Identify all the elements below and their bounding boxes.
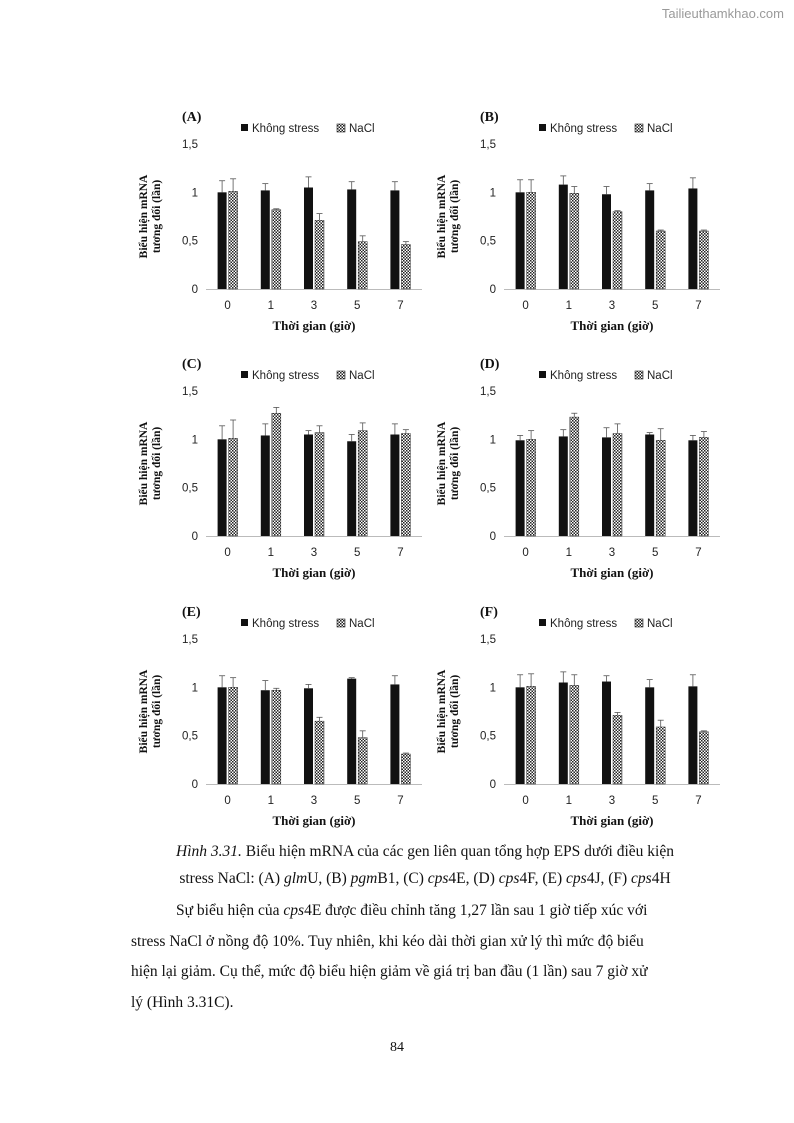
caption-text: B1, (C): [377, 870, 428, 887]
bar-control: [390, 435, 399, 537]
bar-control: [304, 435, 313, 537]
x-axis-label: Thời gian (giờ): [570, 318, 654, 333]
legend-swatch-nacl: [337, 619, 345, 627]
bar-nacl: [656, 727, 665, 784]
bar-control: [688, 686, 697, 784]
x-tick-label: 7: [695, 547, 702, 559]
panel-label: (B): [480, 110, 499, 125]
legend-swatch-control: [539, 371, 546, 378]
x-axis-label: Thời gian (giờ): [570, 813, 654, 828]
paragraph-line: hiện lại giảm. Cụ thể, mức độ biểu hiện giảm về giá trị ban đầu (1 lần) sau 7 giờ xử: [131, 963, 648, 980]
bar-nacl: [613, 715, 622, 784]
bar-control: [347, 441, 356, 536]
gene-name: pgm: [350, 870, 378, 887]
watermark: Tailieuthamkhao.com: [661, 6, 784, 21]
bar-nacl: [699, 732, 708, 784]
y-tick-label: 1,5: [182, 634, 198, 646]
bar-control: [261, 690, 270, 784]
caption-text: stress NaCl: (A): [179, 870, 284, 887]
x-tick-label: 1: [267, 300, 275, 312]
caption-figure-label: Hình 3.31.: [176, 843, 242, 860]
x-tick-label: 7: [695, 795, 702, 807]
y-tick-label: 0: [489, 531, 496, 543]
x-tick-label: 7: [397, 547, 404, 559]
chart-panel-b: [428, 104, 728, 344]
y-tick-label: 0: [191, 531, 198, 543]
x-tick-label: 0: [522, 300, 529, 312]
panel-label: (D): [480, 357, 500, 372]
legend-label-control: Không stress: [252, 123, 320, 135]
x-tick-label: 5: [651, 795, 659, 807]
chart-panel-e: [130, 599, 430, 839]
chart-panel-f: [428, 599, 728, 839]
bar-control: [559, 683, 568, 785]
bar-control: [304, 688, 313, 784]
panel-label: (A): [182, 110, 202, 125]
bar-control: [602, 194, 611, 289]
y-tick-label: 1: [191, 187, 198, 200]
chart-panel-d: [428, 351, 728, 591]
x-axis-label: Thời gian (giờ): [272, 565, 356, 580]
x-tick-label: 3: [608, 300, 616, 312]
bar-nacl: [613, 434, 622, 536]
x-tick-label: 7: [397, 795, 404, 807]
paragraph-line: stress NaCl ở nồng độ 10%. Tuy nhiên, khi kéo dài thời gian xử lý thì mức độ biểu: [131, 932, 644, 950]
bar-control: [304, 188, 313, 290]
y-axis-label: Biểu hiện mRNAtương đối (lần): [138, 174, 163, 259]
legend-label-nacl: NaCl: [647, 123, 673, 135]
x-tick-label: 0: [522, 547, 529, 559]
panel-label: (F): [480, 605, 498, 620]
bar-nacl: [272, 690, 281, 784]
x-tick-label: 0: [224, 547, 231, 559]
bar-nacl: [358, 738, 367, 784]
x-tick-label: 0: [224, 300, 231, 312]
y-tick-label: 1: [489, 682, 496, 695]
bar-control: [645, 687, 654, 784]
bar-control: [218, 439, 227, 536]
x-tick-label: 7: [695, 300, 702, 312]
bar-nacl: [272, 210, 281, 289]
bar-nacl: [527, 192, 536, 289]
legend-swatch-nacl: [337, 371, 345, 379]
bar-control: [347, 679, 356, 784]
x-tick-label: 1: [565, 547, 573, 559]
legend-label-control: Không stress: [252, 370, 320, 382]
chart-svg: [130, 599, 430, 839]
gene-name: cps: [498, 870, 520, 887]
bar-nacl: [527, 439, 536, 536]
bar-nacl: [613, 212, 622, 289]
panel-label: (E): [182, 605, 201, 620]
y-tick-label: 0: [489, 779, 496, 791]
legend-label-control: Không stress: [252, 618, 320, 630]
x-tick-label: 0: [522, 795, 529, 807]
bar-nacl: [229, 438, 238, 536]
bar-nacl: [315, 220, 324, 289]
bar-nacl: [570, 685, 579, 784]
bar-control: [645, 190, 654, 289]
bar-control: [645, 435, 654, 537]
caption-text: 4J, (F): [586, 870, 632, 887]
x-tick-label: 1: [267, 547, 275, 559]
y-tick-label: 0: [191, 779, 198, 791]
bar-control: [516, 687, 525, 784]
x-tick-label: 5: [651, 547, 659, 559]
legend-swatch-nacl: [635, 619, 643, 627]
bar-control: [390, 190, 399, 289]
chart-svg: [428, 351, 728, 591]
x-axis-label: Thời gian (giờ): [272, 318, 356, 333]
y-tick-label: 0,5: [480, 482, 496, 495]
bar-nacl: [272, 413, 281, 536]
y-tick-label: 0: [489, 284, 496, 296]
y-tick-label: 0,5: [480, 235, 496, 248]
bar-nacl: [699, 231, 708, 289]
bar-nacl: [656, 440, 665, 536]
legend-label-control: Không stress: [550, 618, 618, 630]
bar-control: [218, 687, 227, 784]
caption-text: U, (B): [307, 870, 351, 887]
panel-label: (C): [182, 357, 202, 372]
x-tick-label: 5: [353, 547, 361, 559]
chart-panel-c: [130, 351, 430, 591]
x-tick-label: 1: [267, 795, 275, 807]
chart-svg: [428, 104, 728, 344]
y-tick-label: 1: [489, 187, 496, 200]
bar-control: [559, 185, 568, 289]
paragraph-line: [131, 896, 721, 927]
legend-swatch-control: [539, 619, 546, 626]
legend-swatch-nacl: [635, 371, 643, 379]
caption-line-2: [130, 865, 720, 892]
legend-label-nacl: NaCl: [349, 618, 375, 630]
y-tick-label: 0,5: [182, 235, 198, 248]
bar-nacl: [229, 191, 238, 289]
legend-label-nacl: NaCl: [647, 370, 673, 382]
legend-label-nacl: NaCl: [349, 123, 375, 135]
bar-nacl: [315, 433, 324, 536]
x-tick-label: 7: [397, 300, 404, 312]
bar-control: [218, 192, 227, 289]
bar-nacl: [401, 245, 410, 289]
bar-nacl: [229, 687, 238, 784]
figure-caption: [130, 838, 720, 892]
y-axis-label: Biểu hiện mRNAtương đối (lần): [138, 421, 163, 506]
x-tick-label: 3: [310, 547, 318, 559]
y-tick-label: 0,5: [480, 730, 496, 743]
caption-text: Biểu hiện mRNA của các gen liên quan tổng hợp EPS dưới điều kiện: [241, 843, 674, 860]
bar-nacl: [315, 721, 324, 784]
caption-text: 4F, (E): [519, 870, 567, 887]
paragraph-text: 4E được điều chỉnh tăng 1,27 lần sau 1 giờ tiếp xúc với: [304, 902, 648, 919]
y-tick-label: 1: [191, 434, 198, 447]
legend-swatch-nacl: [635, 124, 643, 132]
chart-panel-a: [130, 104, 430, 344]
x-tick-label: 3: [608, 547, 616, 559]
bar-nacl: [401, 434, 410, 536]
legend-swatch-control: [241, 124, 248, 131]
x-tick-label: 3: [310, 300, 318, 312]
legend-swatch-nacl: [337, 124, 345, 132]
bar-control: [261, 435, 270, 536]
y-axis-label: Biểu hiện mRNAtương đối (lần): [436, 669, 461, 754]
x-axis-label: Thời gian (giờ): [272, 813, 356, 828]
y-tick-label: 0: [191, 284, 198, 296]
bar-nacl: [656, 231, 665, 289]
bar-control: [688, 440, 697, 536]
bar-control: [559, 436, 568, 536]
bar-control: [602, 437, 611, 536]
legend-label-control: Không stress: [550, 370, 618, 382]
bar-nacl: [570, 417, 579, 536]
x-tick-label: 3: [310, 795, 318, 807]
x-tick-label: 1: [565, 300, 573, 312]
y-tick-label: 0,5: [182, 730, 198, 743]
gene-name: cps: [283, 902, 305, 919]
gene-name: cps: [566, 870, 587, 887]
gene-name: cps: [631, 870, 652, 887]
y-tick-label: 1: [489, 434, 496, 447]
y-tick-label: 0,5: [182, 482, 198, 495]
x-tick-label: 3: [608, 795, 616, 807]
y-tick-label: 1,5: [182, 386, 198, 398]
body-paragraph: [131, 896, 721, 1018]
y-tick-label: 1,5: [480, 634, 496, 646]
bar-nacl: [358, 242, 367, 289]
bar-control: [347, 189, 356, 289]
y-tick-label: 1,5: [480, 139, 496, 151]
bar-control: [688, 188, 697, 289]
legend-swatch-control: [241, 619, 248, 626]
x-tick-label: 0: [224, 795, 231, 807]
y-tick-label: 1: [191, 682, 198, 695]
bar-nacl: [699, 437, 708, 536]
legend-label-nacl: NaCl: [349, 370, 375, 382]
y-tick-label: 1,5: [182, 139, 198, 151]
legend-label-nacl: NaCl: [647, 618, 673, 630]
bar-nacl: [570, 193, 579, 289]
page-number: 84: [390, 1040, 404, 1055]
bar-control: [261, 190, 270, 289]
x-tick-label: 5: [353, 300, 361, 312]
legend-label-control: Không stress: [550, 123, 618, 135]
chart-svg: [428, 599, 728, 839]
chart-svg: [130, 351, 430, 591]
legend-swatch-control: [241, 371, 248, 378]
y-axis-label: Biểu hiện mRNAtương đối (lần): [436, 421, 461, 506]
x-tick-label: 1: [565, 795, 573, 807]
bar-control: [516, 440, 525, 536]
bar-nacl: [401, 754, 410, 784]
y-tick-label: 1,5: [480, 386, 496, 398]
caption-text: 4E, (D): [448, 870, 499, 887]
caption-text: 4H: [651, 870, 671, 887]
bar-nacl: [527, 686, 536, 784]
bar-control: [602, 682, 611, 784]
chart-svg: [130, 104, 430, 344]
paragraph-text: Sự biểu hiện của: [176, 902, 284, 919]
x-tick-label: 5: [353, 795, 361, 807]
gene-name: glm: [283, 870, 308, 887]
bar-nacl: [358, 431, 367, 536]
caption-line-1: [130, 838, 720, 865]
y-axis-label: Biểu hiện mRNAtương đối (lần): [436, 174, 461, 259]
bar-control: [516, 192, 525, 289]
bar-control: [390, 684, 399, 784]
y-axis-label: Biểu hiện mRNAtương đối (lần): [138, 669, 163, 754]
x-axis-label: Thời gian (giờ): [570, 565, 654, 580]
paragraph-line: lý (Hình 3.31C).: [131, 993, 234, 1011]
gene-name: cps: [427, 870, 449, 887]
x-tick-label: 5: [651, 300, 659, 312]
legend-swatch-control: [539, 124, 546, 131]
